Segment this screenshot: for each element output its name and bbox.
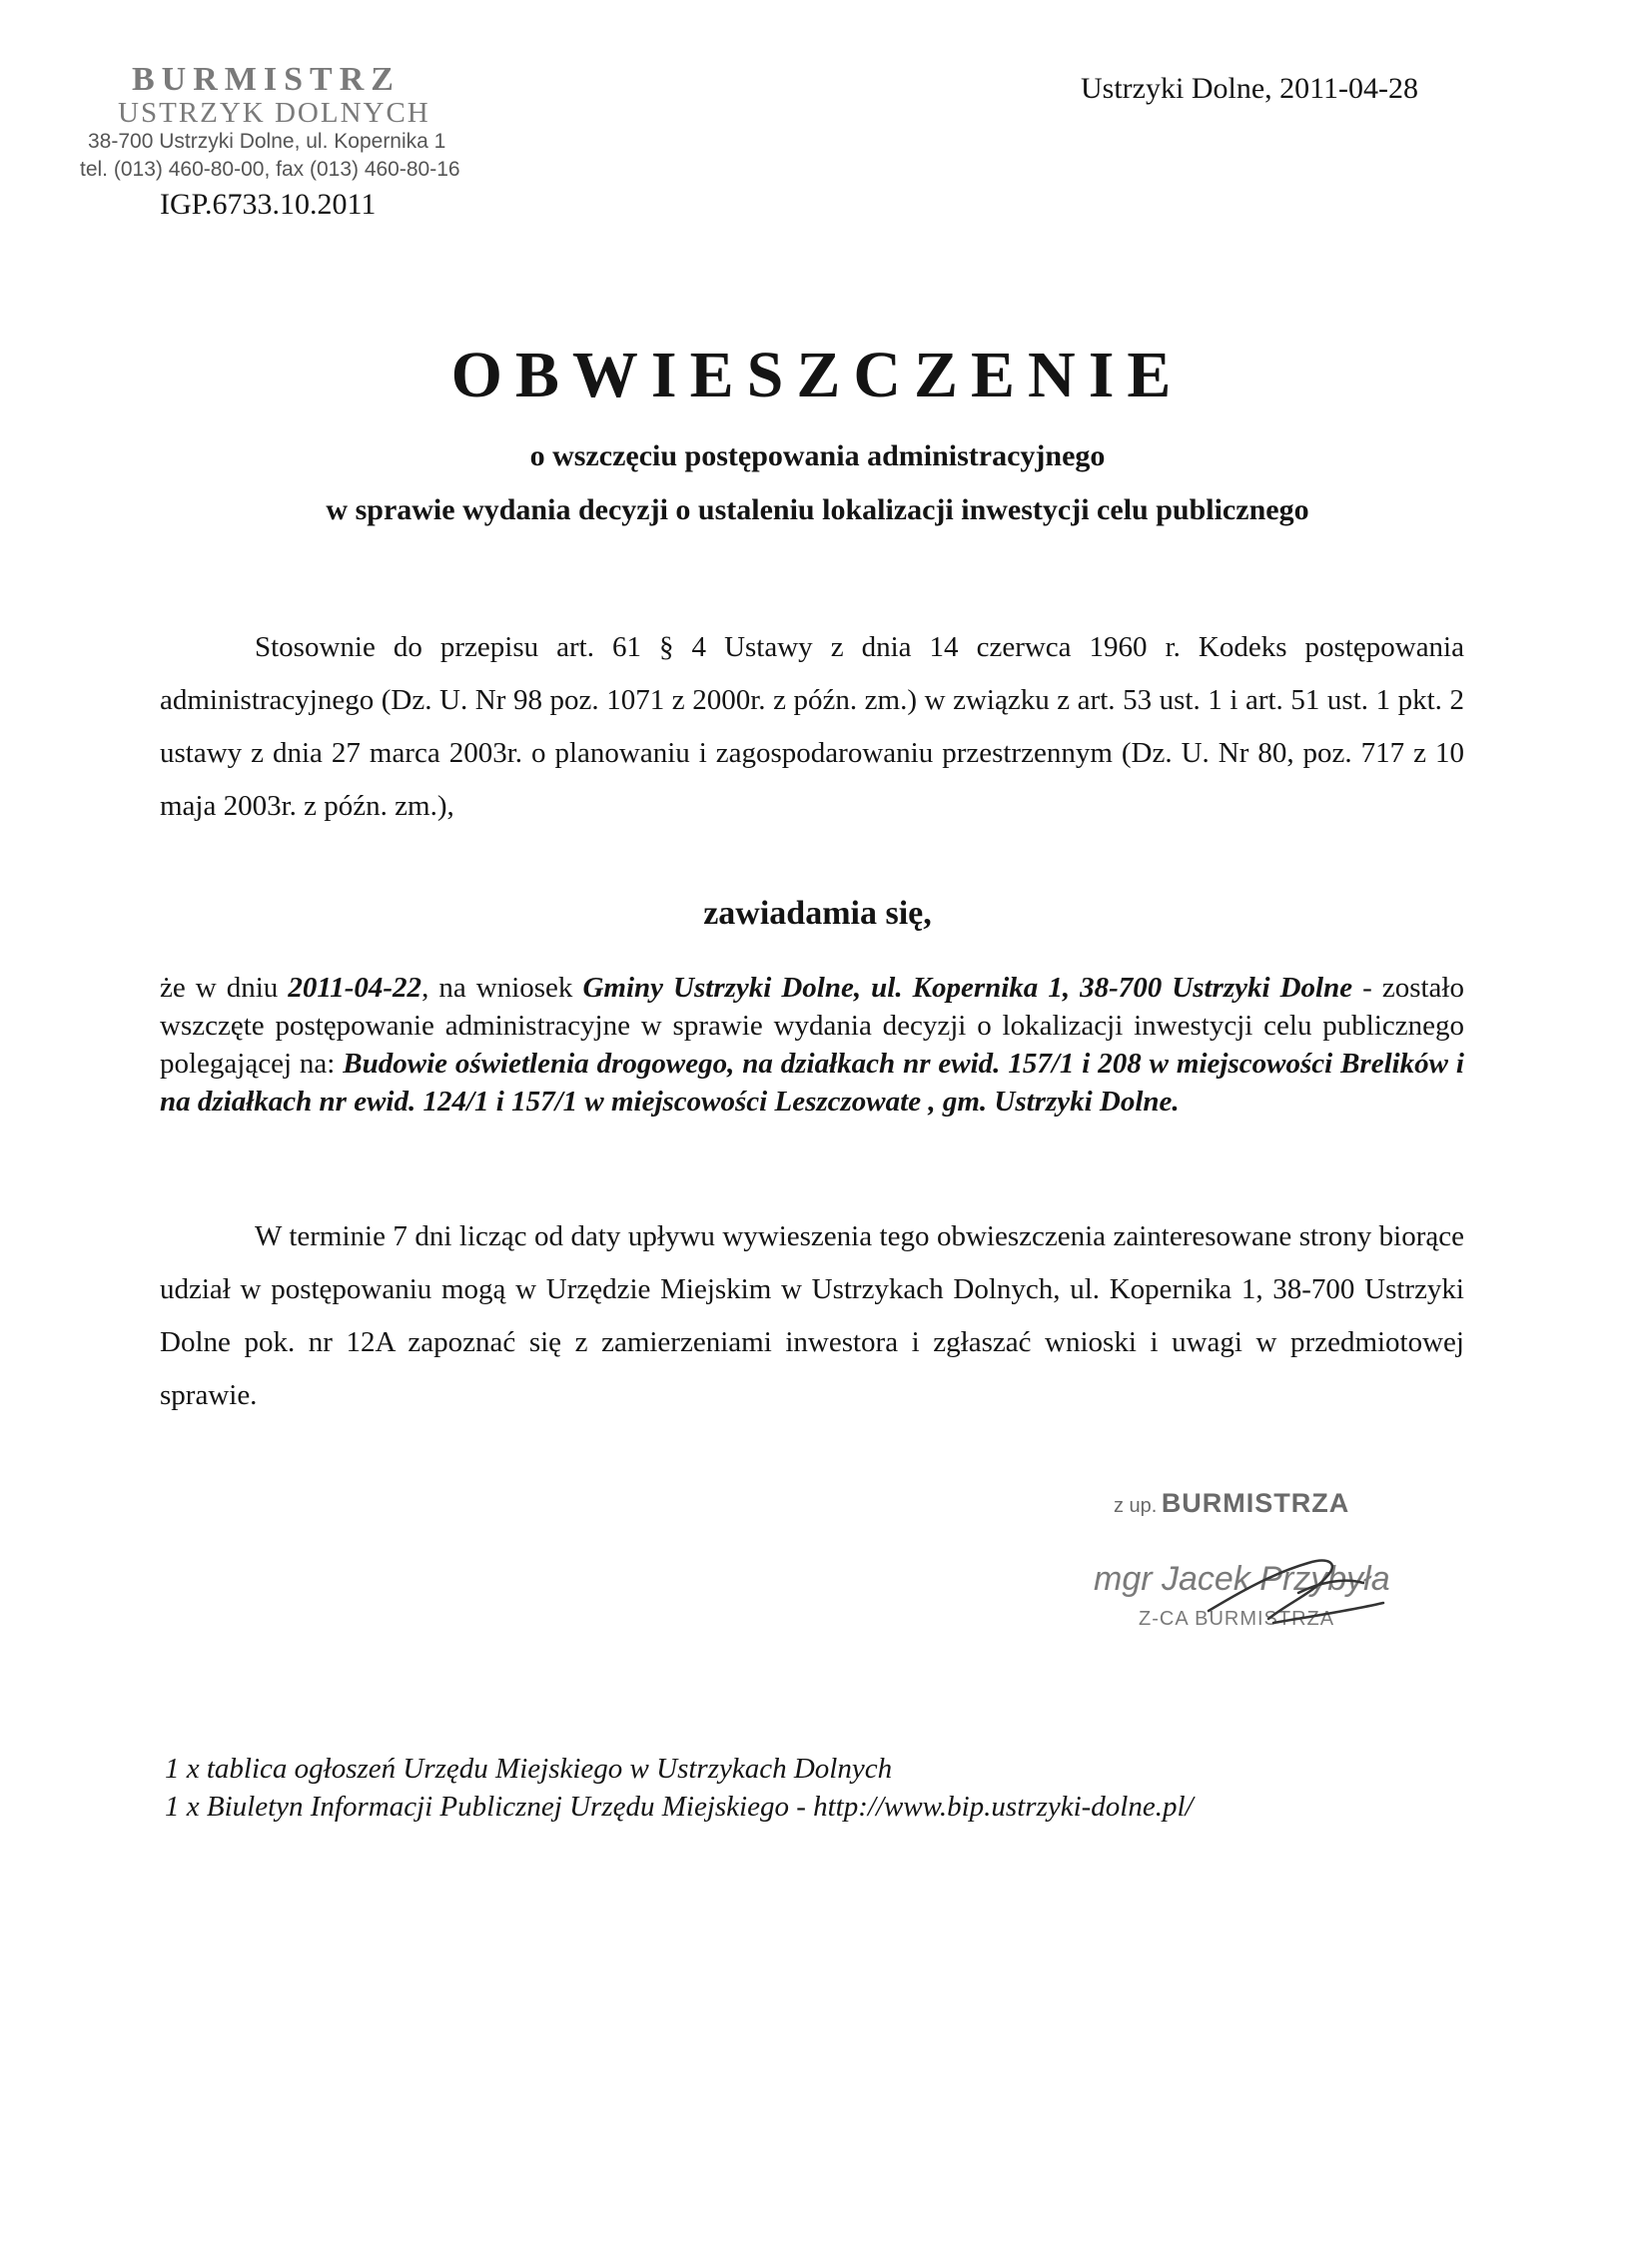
deadline-paragraph: W terminie 7 dni licząc od daty upływu wywieszenia tego obwieszczenia zainteresowane strony biorące udział w postępowaniu mogą w Urzędzie Miejskim w Ustrzykach Dolnych, ul. Kopernika 1, 38-700 Ustrzyki Dolne pok. nr 12A zapoznać się z zamierzeniami inwestora i zgłaszać wnioski i uwagi w przedmiotowej sprawie. <box>160 1220 1464 1411</box>
distribution-item: 1 x Biuletyn Informacji Publicznej Urzędu Miejskiego - http://www.bip.ustrzyki-dolne.pl/ <box>165 1791 1194 1823</box>
signature-role: Z-CA BURMISTRZA <box>1139 1608 1335 1630</box>
document-subtitle-1: o wszczęciu postępowania administracyjnego <box>529 439 1106 472</box>
notice-body: - zostało wszczęte postępowanie administracyjne w sprawie wydania decyzji o lokalizacji inwestycji celu publicznego polegającej na: <box>160 972 1464 1080</box>
stamp-address: 38-700 Ustrzyki Dolne, ul. Kopernika 1 <box>88 130 446 153</box>
signature-office: BURMISTRZA <box>1161 1488 1350 1518</box>
handwritten-signature-icon <box>1179 1533 1398 1643</box>
notice-applicant: Gminy Ustrzyki Dolne, ul. Kopernika 1, 38-700 Ustrzyki Dolne <box>582 972 1353 1004</box>
notice-paragraph <box>160 969 1464 1121</box>
document-subtitle-2: w sprawie wydania decyzji o ustaleniu lokalizacji inwestycji celu publicznego <box>326 493 1309 526</box>
signature-stamp-header <box>1114 1488 1349 1519</box>
legal-basis-paragraph: Stosownie do przepisu art. 61 § 4 Ustawy z dnia 14 czerwca 1960 r. Kodeks postępowania administracyjnego (Dz. U. Nr 98 poz. 1071 z 2000r. z późn. zm.) w związku z art. 53 ust. 1 i art. 51 ust. 1 pkt. 2 ustawy z dnia 27 marca 2003r. o planowaniu i zagospodarowaniu przestrzennym (Dz. U. Nr 80, poz. 717 z 10 maja 2003r. z późn. zm.), <box>160 631 1464 822</box>
notice-intro: że w dniu <box>160 972 289 1004</box>
document-title: OBWIESZCZENIE <box>450 339 1185 411</box>
distribution-list <box>165 1750 1194 1826</box>
office-stamp <box>80 62 499 184</box>
signature-zup: z up. <box>1114 1495 1158 1517</box>
notice-connector: , na wniosek <box>421 972 583 1004</box>
distribution-item: 1 x tablica ogłoszeń Urzędu Miejskiego w Ustrzykach Dolnych <box>165 1753 893 1785</box>
announcement-heading: zawiadamia się, <box>703 895 932 932</box>
signature-name: mgr Jacek Przybyła <box>1094 1560 1390 1598</box>
stamp-office-name: BURMISTRZ <box>132 61 401 98</box>
notice-subject: Budowie oświetlenia drogowego, na działkach nr ewid. 157/1 i 208 w miejscowości Brelików i na działkach nr ewid. 124/1 i 157/1 w miejscowości Leszczowate , gm. Ustrzyki Dolne. <box>160 1048 1464 1118</box>
place-and-date: Ustrzyki Dolne, 2011-04-28 <box>1081 72 1418 105</box>
stamp-office-city: USTRZYK DOLNYCH <box>118 97 430 129</box>
notice-date: 2011-04-22 <box>288 972 422 1004</box>
document-reference: IGP.6733.10.2011 <box>160 188 377 221</box>
stamp-phone: tel. (013) 460-80-00, fax (013) 460-80-16 <box>80 158 460 181</box>
